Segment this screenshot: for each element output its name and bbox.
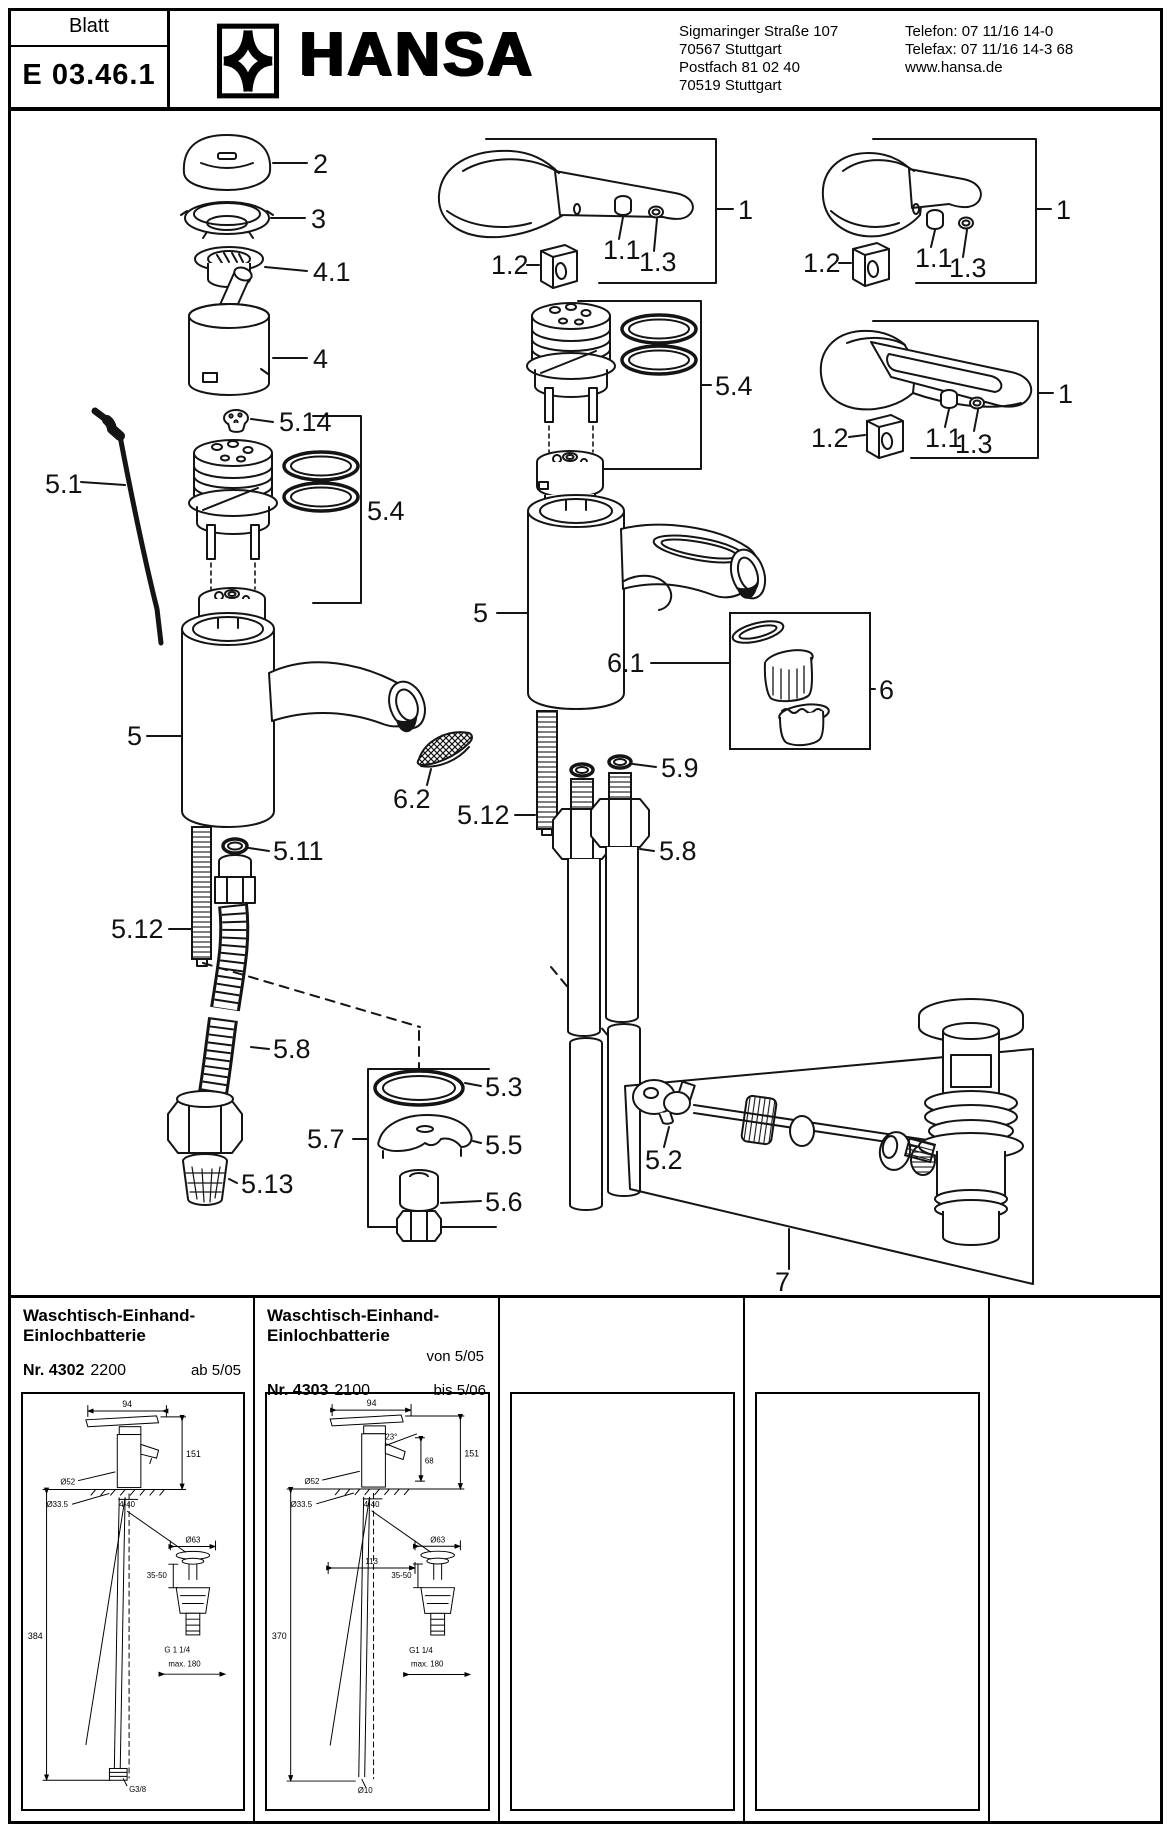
part-label-5-12: 5.12 bbox=[111, 914, 164, 944]
product-variant: 2200 bbox=[90, 1362, 126, 1379]
address-line: 70567 Stuttgart bbox=[679, 41, 782, 58]
dim-151: 151 bbox=[464, 1448, 480, 1459]
dim-151: 151 bbox=[186, 1449, 201, 1460]
dim-113: 113 bbox=[365, 1557, 378, 1567]
dimension-drawing-frame-4302 bbox=[21, 1392, 245, 1811]
dim-g114: G 1 1/4 bbox=[164, 1645, 191, 1655]
part-label-5-8b: 5.8 bbox=[659, 836, 697, 866]
product-column-4303 bbox=[255, 1298, 500, 1821]
address-line: Postfach 81 02 40 bbox=[679, 59, 800, 76]
dim-max180: max. 180 bbox=[411, 1659, 444, 1669]
header bbox=[11, 11, 1160, 111]
product-title-line1: Waschtisch-Einhand- bbox=[267, 1306, 440, 1325]
part-supply-pipes bbox=[553, 753, 699, 1210]
part-label-5-14: 5.14 bbox=[279, 407, 332, 437]
address-block bbox=[679, 23, 838, 95]
website-line: www.hansa.de bbox=[905, 59, 1003, 76]
dim-max180: max. 180 bbox=[168, 1659, 201, 1669]
part-label-5-3: 5.3 bbox=[485, 1072, 523, 1102]
part-cartridge bbox=[189, 265, 328, 395]
dim-94: 94 bbox=[366, 1398, 377, 1409]
part-label-5-8: 5.8 bbox=[273, 1034, 311, 1064]
dim-68: 68 bbox=[424, 1456, 434, 1466]
part-label-6-2: 6.2 bbox=[393, 784, 431, 814]
empty-drawing-frame-2 bbox=[755, 1392, 980, 1811]
part-label-1c: 1 bbox=[1058, 379, 1074, 409]
dim-3550: 35-50 bbox=[391, 1570, 412, 1580]
part-flex-hose-left bbox=[168, 855, 311, 1153]
product-validity-to: bis 5/06 bbox=[433, 1382, 486, 1399]
fax-line: Telefax: 07 11/16 14-3 68 bbox=[905, 41, 1074, 58]
dim-94: 94 bbox=[122, 1399, 133, 1410]
part-label-5-12b: 5.12 bbox=[457, 800, 510, 830]
dim-d52: Ø52 bbox=[304, 1477, 320, 1487]
part-label-1-3b: 1.3 bbox=[949, 253, 987, 283]
part-label-1-1: 1.1 bbox=[603, 235, 641, 265]
product-title-line1: Waschtisch-Einhand- bbox=[23, 1306, 196, 1325]
part-strainer bbox=[183, 1154, 294, 1205]
dim-440: 4-40 bbox=[363, 1499, 380, 1509]
part-label-3: 3 bbox=[311, 204, 327, 234]
product-column-empty-2 bbox=[745, 1298, 990, 1821]
dimension-drawing-4303 bbox=[267, 1394, 488, 1809]
address-line: Sigmaringer Straße 107 bbox=[679, 23, 839, 40]
product-column-empty-3 bbox=[990, 1298, 1160, 1821]
part-label-1-3: 1.3 bbox=[639, 247, 677, 277]
part-label-5-1: 5.1 bbox=[45, 469, 83, 499]
dim-d33: Ø33.5 bbox=[46, 1500, 68, 1510]
dim-d63: Ø63 bbox=[185, 1535, 201, 1545]
part-aerator-group bbox=[607, 613, 894, 749]
dim-23deg: 23° bbox=[385, 1432, 398, 1442]
dim-370: 370 bbox=[271, 1630, 287, 1641]
brand-wordmark: HANSA bbox=[299, 20, 535, 89]
dim-3550: 35-50 bbox=[146, 1570, 167, 1580]
part-label-1b: 1 bbox=[1056, 195, 1072, 225]
sheet-number-cell bbox=[11, 11, 170, 107]
part-valve-assembly-center bbox=[527, 301, 753, 510]
product-validity-from: von 5/05 bbox=[426, 1348, 484, 1365]
hansa-logo-icon bbox=[215, 23, 281, 99]
product-title-line2: Einlochbatterie bbox=[23, 1326, 146, 1345]
product-number: Nr. 4303 bbox=[267, 1382, 329, 1399]
part-label-5-4b: 5.4 bbox=[715, 371, 753, 401]
blatt-label: Blatt bbox=[11, 11, 167, 47]
part-label-5-11: 5.11 bbox=[273, 836, 324, 866]
product-number: Nr. 4302 bbox=[23, 1362, 85, 1379]
sheet-border bbox=[8, 8, 1163, 1824]
part-label-5-2: 5.2 bbox=[645, 1145, 683, 1175]
part-label-7: 7 bbox=[775, 1267, 791, 1295]
part-handle-lever-b bbox=[803, 139, 1071, 286]
part-label-5-9: 5.9 bbox=[661, 753, 699, 783]
dim-d63: Ø63 bbox=[430, 1535, 446, 1545]
product-validity: ab 5/05 bbox=[190, 1362, 241, 1379]
part-label-1-3c: 1.3 bbox=[955, 429, 993, 459]
empty-drawing-frame-1 bbox=[510, 1392, 735, 1811]
part-label-6-1: 6.1 bbox=[607, 648, 645, 678]
product-variant: 2100 bbox=[334, 1382, 370, 1399]
part-label-1-1c: 1.1 bbox=[925, 423, 963, 453]
product-column-4302 bbox=[11, 1298, 255, 1821]
part-label-5b: 5 bbox=[473, 598, 489, 628]
part-drain-seal-group bbox=[307, 1069, 523, 1241]
part-label-5-13: 5.13 bbox=[241, 1169, 294, 1199]
phone-line: Telefon: 07 11/16 14-0 bbox=[905, 23, 1054, 40]
product-title-line2: Einlochbatterie bbox=[267, 1326, 390, 1345]
part-handle-loop bbox=[811, 321, 1073, 459]
exploded-parts-diagram bbox=[11, 111, 1160, 1295]
part-popup-rod bbox=[45, 411, 161, 643]
part-label-5-6: 5.6 bbox=[485, 1187, 523, 1217]
dim-d10: Ø10 bbox=[357, 1785, 373, 1795]
part-label-5-7: 5.7 bbox=[307, 1124, 345, 1154]
part-handle-lever-a bbox=[439, 139, 753, 288]
part-label-1-2b: 1.2 bbox=[803, 248, 841, 278]
dimension-drawing-frame-4303 bbox=[265, 1392, 490, 1811]
dim-d33: Ø33.5 bbox=[290, 1499, 313, 1509]
sheet-number: E 03.46.1 bbox=[22, 59, 156, 91]
part-faucet-body-left bbox=[127, 613, 431, 827]
dim-g38: G3/8 bbox=[129, 1785, 147, 1795]
part-label-5: 5 bbox=[127, 721, 143, 751]
part-screw bbox=[224, 407, 332, 437]
address-line: 70519 Stuttgart bbox=[679, 77, 782, 94]
part-shank-left bbox=[111, 827, 211, 966]
part-label-5-5: 5.5 bbox=[485, 1130, 523, 1160]
product-section bbox=[11, 1295, 1160, 1821]
part-label-1-2c: 1.2 bbox=[811, 423, 849, 453]
part-label-4: 4 bbox=[313, 344, 329, 374]
dim-440: 4-40 bbox=[119, 1500, 135, 1510]
part-drain-assembly bbox=[625, 999, 1033, 1295]
part-dome-cap bbox=[184, 135, 328, 190]
dim-384: 384 bbox=[27, 1630, 43, 1641]
part-label-1-1b: 1.1 bbox=[915, 243, 953, 273]
part-label-6: 6 bbox=[879, 675, 895, 705]
part-label-1-2: 1.2 bbox=[491, 250, 529, 280]
dimension-drawing-4302 bbox=[23, 1394, 243, 1809]
part-label-1: 1 bbox=[738, 195, 754, 225]
part-bushing bbox=[195, 247, 351, 287]
contact-block bbox=[905, 23, 1073, 77]
part-label-4-1: 4.1 bbox=[313, 257, 351, 287]
product-column-empty-1 bbox=[500, 1298, 745, 1821]
part-label-2: 2 bbox=[313, 149, 329, 179]
dim-d52: Ø52 bbox=[60, 1477, 76, 1487]
part-label-5-4: 5.4 bbox=[367, 496, 405, 526]
part-ring-nut bbox=[181, 202, 326, 238]
dim-g114: G1 1/4 bbox=[409, 1645, 433, 1655]
